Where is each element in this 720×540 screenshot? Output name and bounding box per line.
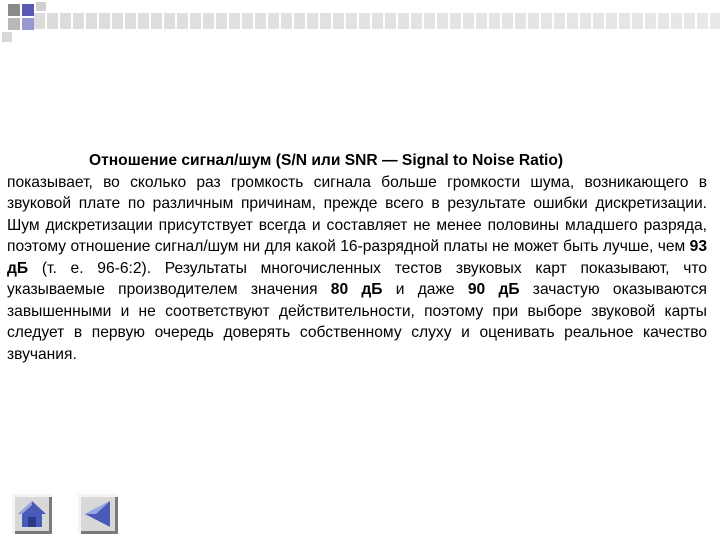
value-90db: 90 дБ — [467, 281, 520, 298]
slide-text — [7, 150, 707, 365]
body-text: (т. е. 96-6:2). Результаты многочисленных тестов звуковых карт показывают, что указываемые производителем значения — [7, 259, 707, 298]
header-band — [34, 11, 720, 31]
slide-title: Отношение сигнал/шум (S/N или SNR — Signal to Noise Ratio) — [89, 152, 564, 169]
decor-square — [2, 32, 12, 42]
decor-square — [8, 4, 20, 16]
decor-square — [22, 4, 34, 16]
home-icon — [16, 498, 48, 530]
slide-body — [7, 172, 707, 366]
body-text: показывает, во сколько раз громкость сигнала больше громкости шума, возникающего в звуковой плате по различным причинам, прежде всего в результате ошибки дискретизации. Шум дискретизации присутствует всегда и составляет не менее половины младшего разряда, поэтому отношение сигнал/шум ни для какой 16-разрядной платы не может быть лучше, чем — [7, 173, 707, 255]
value-93db: 93 дБ — [7, 238, 707, 277]
back-triangle-icon — [82, 498, 114, 530]
back-button[interactable] — [78, 494, 118, 534]
body-text: и даже — [382, 281, 468, 298]
home-button[interactable] — [12, 494, 52, 534]
body-text: зачастую оказываются завышенными и не соответствуют действительности, поэтому при выборе звуковой карты следует в первую очередь доверять собственному слуху и оценивать реальное качество звучания. — [7, 281, 707, 363]
decor-square — [8, 18, 20, 30]
decor-square — [22, 18, 34, 30]
value-80db: 80 дБ — [330, 281, 383, 298]
